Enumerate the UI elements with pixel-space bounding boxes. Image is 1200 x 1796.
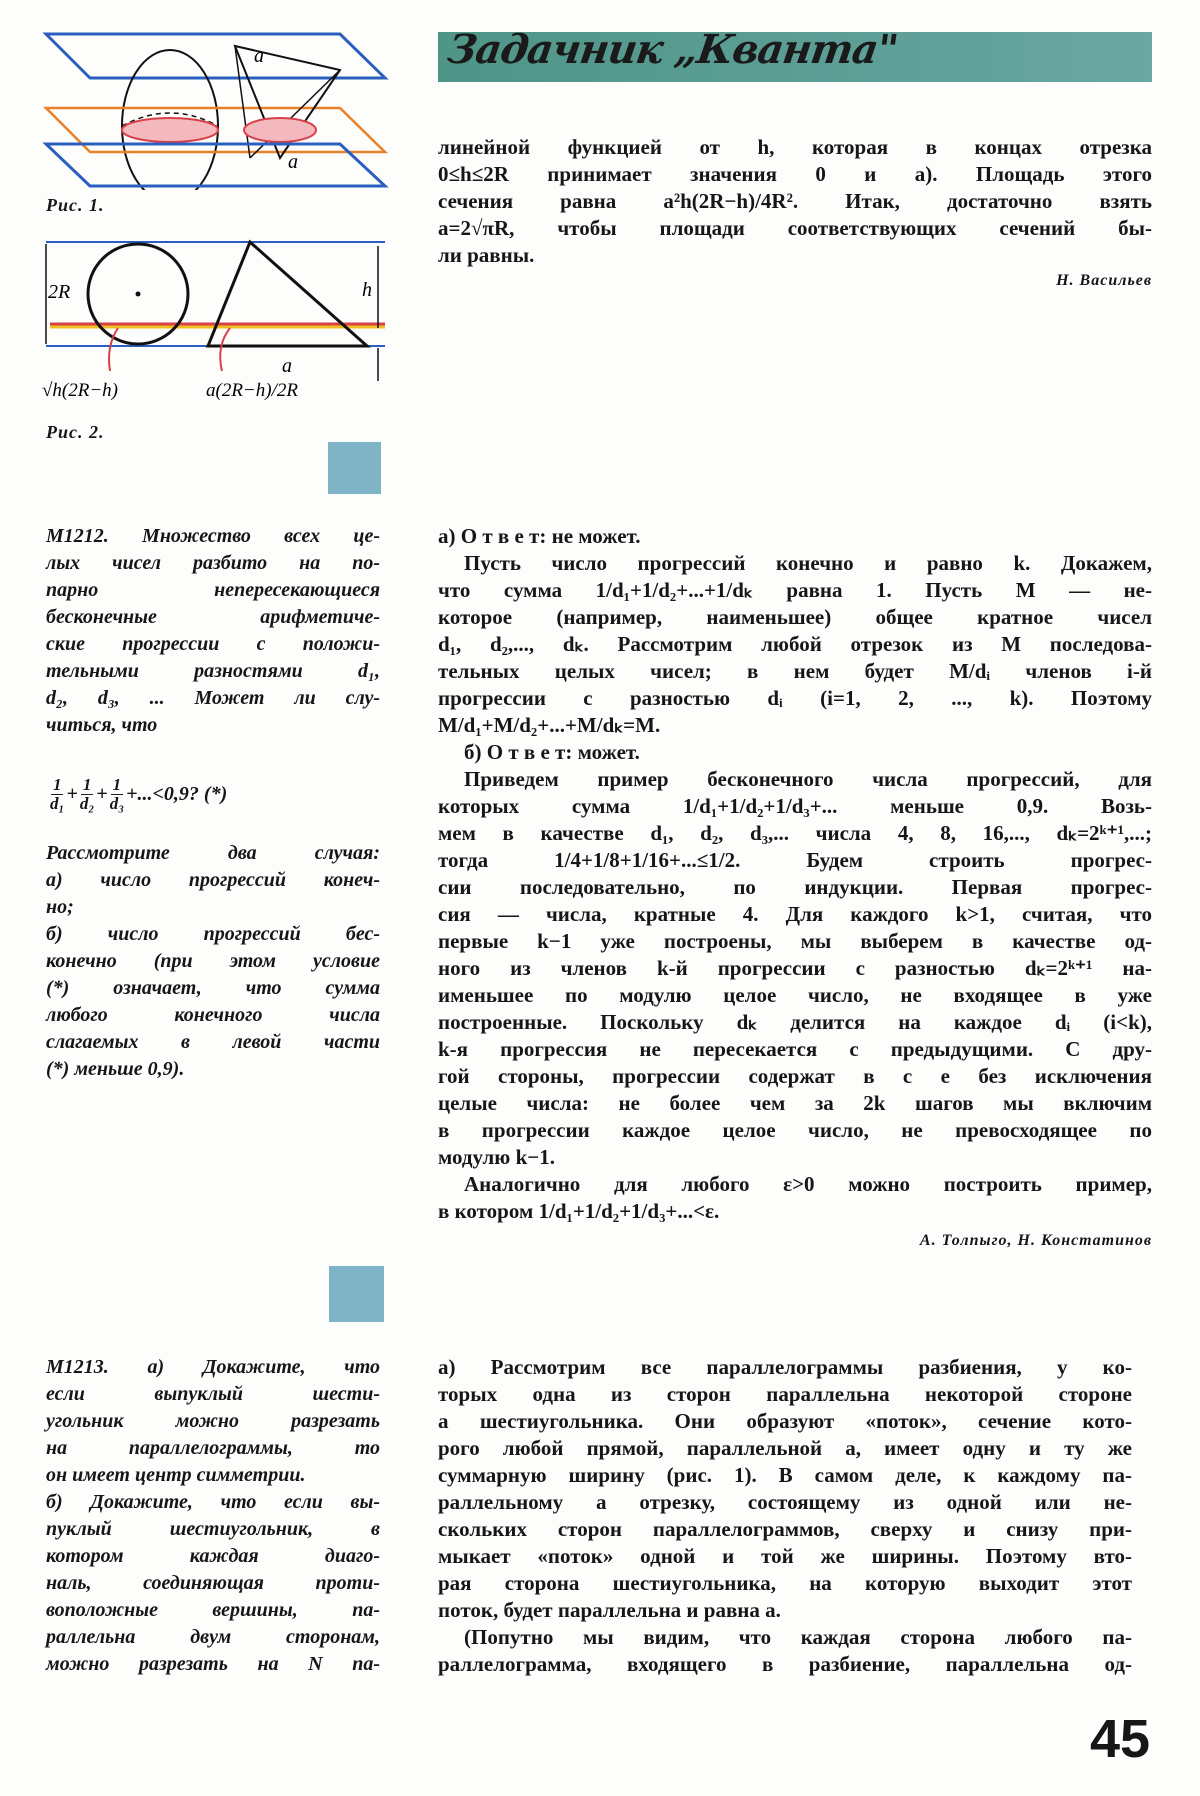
fig2-label-h: h xyxy=(362,279,372,301)
text-line: тогда 1/4+1/8+1/16+...≤1/2. Будем строить прогрес- xyxy=(438,848,1152,872)
fig1-label-bottom: a xyxy=(288,151,298,173)
text-line: (Попутно мы видим, что каждая сторона любого па- xyxy=(464,1625,1132,1649)
text-line: (*) меньше 0,9). xyxy=(46,1058,185,1080)
text-line: Приведем пример бесконечного числа прогрессий, для xyxy=(464,767,1152,791)
text-line: Пусть число прогрессий конечно и равно k. Докажем, xyxy=(464,551,1152,575)
text-line: в прогрессии каждое целое число, не превосходящее по xyxy=(438,1118,1152,1142)
text-line: в котором 1/d₁+1/d₂+1/d₃+...<ε. xyxy=(438,1199,720,1223)
formula-num-2: 1 xyxy=(82,775,92,794)
fig2-label-a: a xyxy=(282,355,292,377)
text-line: бесконечные арифметиче- xyxy=(46,606,380,628)
text-line: на параллелограммы, то xyxy=(46,1437,380,1459)
text-line: что сумма 1/d₁+1/d₂+...+1/dₖ равна 1. Пусть M — не- xyxy=(438,578,1152,602)
fig2-label-circle-chord: √h(2R−h) xyxy=(42,380,119,401)
text-line: пуклый шестиугольник, в xyxy=(46,1518,380,1540)
formula-num-1: 1 xyxy=(52,775,62,794)
text-line: мем в качестве d₁, d₂, d₃,... числа 4, 8, 16,..., dₖ=2ᵏ⁺¹,...; xyxy=(438,821,1152,845)
text-line: a=2√πR, чтобы площади соответствующих сечений бы- xyxy=(438,216,1152,240)
text-line: б) Докажите, что если вы- xyxy=(46,1491,380,1513)
text-line: ские прогрессии с положи- xyxy=(46,633,380,655)
text-line: угольник можно разрезать xyxy=(46,1410,380,1432)
text-line: Аналогично для любого ε>0 можно построить пример, xyxy=(464,1172,1152,1196)
text-line: d₂, d₃, ... Может ли слу- xyxy=(46,687,380,709)
m1213-solution xyxy=(438,1354,1132,1678)
m1212-problem xyxy=(46,523,380,739)
fig2-label-triangle-chord: a(2R−h)/2R xyxy=(206,380,298,401)
text-line: которых сумма 1/d₁+1/d₂+1/d₃+... меньше 0,9. Возь- xyxy=(438,794,1152,818)
text-line: если выпуклый шести- xyxy=(46,1383,380,1405)
text-line: линейной функцией от h, которая в концах отрезка xyxy=(438,135,1152,159)
text-line: скольких сторон параллелограммов, сверху и снизу при- xyxy=(438,1517,1132,1541)
text-line: но; xyxy=(46,896,74,918)
fig1-label-top: a xyxy=(254,45,264,67)
m1212-cases xyxy=(46,840,380,1083)
section-banner xyxy=(438,26,1152,82)
text-line: сечения равна a²h(2R−h)/4R². Итак, достаточно взять xyxy=(438,189,1152,213)
text-line: k-я прогрессия не пересекается с предыдущими. С дру- xyxy=(438,1037,1152,1061)
text-line: конечно (при этом условие xyxy=(46,950,380,972)
m1213-problem xyxy=(46,1354,380,1678)
text-line: ли равны. xyxy=(438,243,535,267)
text-line: тельными разностями d₁, xyxy=(46,660,380,682)
text-line: а) число прогрессий конеч- xyxy=(46,869,380,891)
text-line: раллельна двум сторонам, xyxy=(46,1626,380,1648)
text-line: б) число прогрессий бес- xyxy=(46,923,380,945)
text-line: М1212. Множество всех це- xyxy=(46,525,380,547)
text-line: мыкает «поток» одной и той же ширины. Поэтому вто- xyxy=(438,1544,1132,1568)
section-title-logo: Задачник „Кванта" xyxy=(444,26,901,73)
text-line: а) О т в е т: не может. xyxy=(438,524,641,548)
text-line: воположные вершины, па- xyxy=(46,1599,380,1621)
m1212-solution xyxy=(438,523,1152,1225)
text-line: раллельному a отрезку, состоящему из одной или не- xyxy=(438,1490,1132,1514)
text-line: слагаемых в левой части xyxy=(46,1031,380,1053)
formula-num-3: 1 xyxy=(112,775,122,794)
decorative-square xyxy=(328,442,381,494)
text-line: модулю k−1. xyxy=(438,1145,555,1169)
text-line: сии последовательно, по индукции. Первая прогрес- xyxy=(438,875,1152,899)
fig2-label-2R: 2R xyxy=(48,281,71,303)
text-line: а) Рассмотрим все параллелограммы разбиения, у ко- xyxy=(438,1355,1132,1379)
text-line: наль, соединяющая проти- xyxy=(46,1572,380,1594)
text-line: (*) означает, что сумма xyxy=(46,977,380,999)
text-line: лых чисел разбито на по- xyxy=(46,552,380,574)
formula-den-1: d₁ xyxy=(50,794,65,813)
text-line: торых одна из сторон параллельна некоторой стороне xyxy=(438,1382,1132,1406)
author-tolpygo-konstantinov: А. Толпыго, Н. Констатинов xyxy=(919,1232,1152,1249)
text-line: M/d₁+M/d₂+...+M/dₖ=M. xyxy=(438,713,661,737)
formula-den-3: d₃ xyxy=(109,794,125,813)
text-line: суммарную ширину (рис. 1). В самом деле, к каждому па- xyxy=(438,1463,1132,1487)
author-vasiliev: Н. Васильев xyxy=(1056,272,1152,289)
text-line: рого любой прямой, параллельной a, имеет одну и ту же xyxy=(438,1436,1132,1460)
m1212-formula: $\frac{1}{\text{d₁}}$ + $\frac{1}{\text{d₂}}$ + $\frac{1}{\text{d₃}}$ +...<0,9? (*) xyxy=(50,775,228,813)
text-line: рая сторона шестиугольника, на которую выходит этот xyxy=(438,1571,1132,1595)
text-line: ного из членов k-й прогрессии с разностью dₖ=2ᵏ⁺¹ на- xyxy=(438,956,1152,980)
text-line: б) О т в е т: может. xyxy=(464,740,640,764)
text-line: М1213. а) Докажите, что xyxy=(46,1356,380,1378)
text-line: которое (например, наименьшее) общее кратное чисел xyxy=(438,605,1152,629)
text-line: парно непересекающиеся xyxy=(46,579,380,601)
page-number: 45 xyxy=(1090,1709,1151,1769)
text-line: можно разрезать на N па- xyxy=(46,1653,380,1675)
text-line: первые k−1 уже построены, мы выберем в качестве од- xyxy=(438,929,1152,953)
figure-1-caption: Рис. 1. xyxy=(46,195,105,215)
text-line: котором каждая диаго- xyxy=(46,1545,380,1567)
text-line: любого конечного числа xyxy=(46,1004,380,1026)
text-line: целые числа: не более чем за 2k шагов мы включим xyxy=(438,1091,1152,1115)
decorative-square xyxy=(329,1266,384,1322)
text-line: поток, будет параллельна и равна a. xyxy=(438,1598,781,1622)
text-line: d₁, d₂,..., dₖ. Рассмотрим любой отрезок из M последова- xyxy=(438,632,1152,656)
figure-1-sphere-pyramid xyxy=(40,30,390,190)
formula-tail: +...<0,9? (*) xyxy=(126,783,228,805)
text-line: прогрессии с разностью dᵢ (i=1, 2, ..., k). Поэтому xyxy=(438,686,1152,710)
top-solution-text xyxy=(438,134,1152,269)
text-line: гой стороны, прогрессии содержат в с е без исключения xyxy=(438,1064,1152,1088)
text-line: a шестиугольника. Они образуют «поток», сечение кото- xyxy=(438,1409,1132,1433)
figure-2-cross-sections xyxy=(40,236,390,416)
text-line: построенные. Поскольку dₖ делится на каждое dᵢ (i<k), xyxy=(438,1010,1152,1034)
text-line: раллелограмма, входящего в разбиение, параллельна од- xyxy=(438,1652,1132,1676)
text-line: сия — числа, кратные 4. Для каждого k>1, считая, что xyxy=(438,902,1152,926)
text-line: именьшее по модулю целое число, не входящее в уже xyxy=(438,983,1152,1007)
figure-2-caption: Рис. 2. xyxy=(46,422,105,442)
formula-den-2: d₂ xyxy=(79,794,95,813)
text-line: он имеет центр симметрии. xyxy=(46,1464,306,1486)
text-line: 0≤h≤2R принимает значения 0 и a). Площадь этого xyxy=(438,162,1152,186)
text-line: читься, что xyxy=(46,714,158,736)
text-line: тельных целых чисел; в нем будет M/dᵢ членов i-й xyxy=(438,659,1152,683)
text-line: Рассмотрите два случая: xyxy=(46,842,380,864)
